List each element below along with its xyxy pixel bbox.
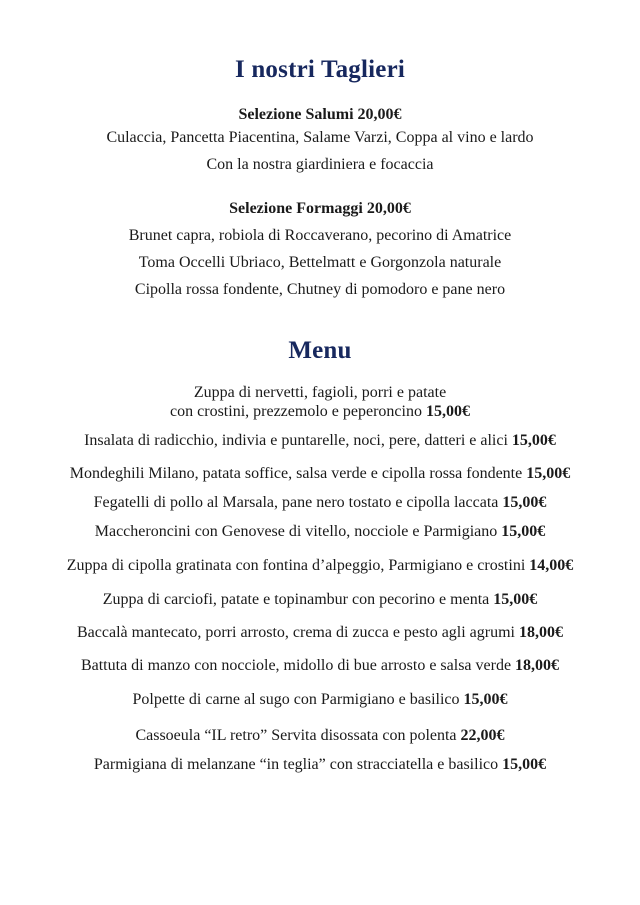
salumi-heading: Selezione Salumi 20,00€ [238,106,402,123]
formaggi-line: Cipolla rossa fondente, Chutney di pomodoro e pane nero [134,281,506,298]
menu-item [0,402,640,422]
menu-item-desc: Zuppa di carciofi, patate e topinambur con pecorino e menta [102,591,490,608]
menu-item-price: 15,00€ [502,756,547,773]
menu-item [0,522,640,542]
menu-item-price: 15,00€ [463,691,508,708]
menu-item [0,493,640,513]
formaggi-line: Brunet capra, robiola di Roccaverano, pecorino di Amatrice [128,227,512,244]
menu-item-price: 22,00€ [460,727,505,744]
menu-item [0,726,640,746]
menu-item-desc: con crostini, prezzemolo e peperoncino [170,403,422,420]
menu-item-desc: Fegatelli di pollo al Marsala, pane nero tostato e cipolla laccata [93,494,499,511]
menu-item [0,656,640,676]
menu-item-price: 15,00€ [501,523,546,540]
taglieri-title: I nostri Taglieri [234,56,406,83]
menu-item-price: 15,00€ [526,465,571,482]
menu-item-desc: Parmigiana di melanzane “in teglia” con stracciatella e basilico [93,756,499,773]
menu-item-price: 15,00€ [511,432,556,449]
menu-item-price: 15,00€ [502,494,547,511]
menu-item [0,464,640,484]
menu-item [0,755,640,775]
salumi-line: Con la nostra giardiniera e focaccia [206,156,434,173]
menu-item [0,431,640,451]
menu-item-line: Zuppa di nervetti, fagioli, porri e patate [193,384,447,401]
menu-item-desc: Mondeghili Milano, patata soffice, salsa verde e cipolla rossa fondente [69,465,523,482]
menu-item [0,590,640,610]
salumi-line: Culaccia, Pancetta Piacentina, Salame Varzi, Coppa al vino e lardo [106,129,534,146]
menu-item-price: 15,00€ [493,591,538,608]
menu-item-desc: Baccalà mantecato, porri arrosto, crema di zucca e pesto agli agrumi [76,624,515,641]
menu-item [0,623,640,643]
menu-item-price: 15,00€ [425,403,470,420]
formaggi-line: Toma Occelli Ubriaco, Bettelmatt e Gorgonzola naturale [138,254,502,271]
menu-item-price: 18,00€ [519,624,563,641]
menu-item [0,556,640,576]
menu-title: Menu [288,337,352,364]
menu-item-desc: Cassoeula “IL retro” Servita disossata con polenta [135,727,457,744]
menu-item-desc: Zuppa di cipolla gratinata con fontina d’alpeggio, Parmigiano e crostini [66,557,526,574]
menu-item-price: 18,00€ [515,657,560,674]
menu-item-desc: Maccheroncini con Genovese di vitello, nocciole e Parmigiano [94,523,498,540]
formaggi-heading: Selezione Formaggi 20,00€ [229,200,411,217]
menu-item-desc: Polpette di carne al sugo con Parmigiano e basilico [132,691,460,708]
menu-item [0,690,640,710]
menu-item-price: 14,00€ [529,557,574,574]
menu-item-desc: Battuta di manzo con nocciole, midollo di bue arrosto e salsa verde [80,657,512,674]
menu-item-desc: Insalata di radicchio, indivia e puntarelle, noci, pere, datteri e alici [84,432,508,449]
